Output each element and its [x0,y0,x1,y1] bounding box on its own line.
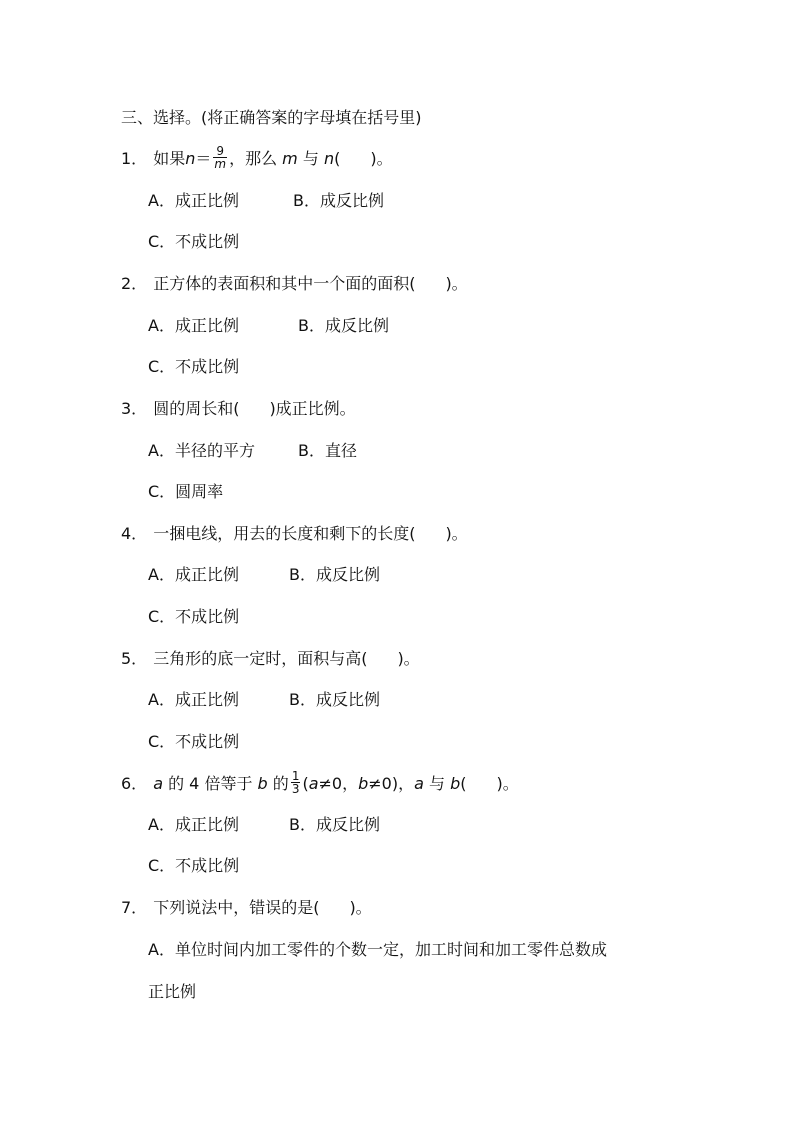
question-number: 5． [121,649,148,668]
option-b: B．成反比例 [298,316,389,335]
fraction-numerator: 1 [291,769,300,783]
question-3 [121,399,356,419]
question-text: 三角形的底一定时，面积与高( [153,649,368,668]
question-text: 的 4 倍等于 [168,774,253,793]
option-a-line-1: A．单位时间内加工零件的个数一定，加工时间和加工零件总数成 [148,940,607,959]
variable-n: n [323,149,335,168]
paren-close: )。 [370,149,393,168]
variable-a: a [153,774,163,793]
option-b: B．成反比例 [293,191,384,210]
question-text: 的 [272,774,289,793]
variable-a: a [308,774,319,793]
paren-close: )成正比例。 [269,399,356,418]
condition-text: ≠0)， [368,774,415,793]
option-c: C．不成比例 [148,732,240,751]
question-number: 2． [121,274,148,293]
question-number: 4． [121,524,148,543]
fraction-denominator: 3 [291,782,300,796]
question-text: 圆的周长和( [153,399,240,418]
question-text: 一捆电线，用去的长度和剩下的长度( [153,524,416,543]
paren-close: )。 [349,898,372,917]
variable-b: b [257,774,268,793]
question-text: 与 [429,774,446,793]
option-c: C．不成比例 [148,856,240,875]
condition-open: ( [302,774,309,793]
option-b: B．成反比例 [289,565,380,584]
paren-open: ( [334,149,341,168]
option-c: C．不成比例 [148,357,240,376]
option-c: C．不成比例 [148,607,240,626]
variable-n: n [185,149,196,168]
question-text: 下列说法中，错误的是( [153,898,320,917]
option-c: C．不成比例 [148,232,240,251]
fraction-numerator: 9 [213,145,227,158]
equals-sign: ＝ [195,149,212,168]
paren-open: ( [460,774,467,793]
question-4 [121,524,468,544]
question-number: 7． [121,898,148,917]
option-a: A．成正比例 [148,316,239,335]
question-text: 如果 [153,149,186,168]
option-a-line-2: 正比例 [148,982,197,1001]
question-number: 6． [121,774,148,793]
question-1 [121,144,393,172]
option-a: A．成正比例 [148,690,239,709]
question-number: 3． [121,399,148,418]
variable-b: b [358,774,369,793]
option-a: A．半径的平方 [148,441,255,460]
option-b: B．成反比例 [289,815,380,834]
option-a: A．成正比例 [148,815,239,834]
fraction-denominator: m [214,157,227,171]
variable-m: m [282,149,298,168]
question-2 [121,274,468,294]
question-number: 1． [121,149,148,168]
question-text: 与 [302,149,319,168]
question-7 [121,898,372,918]
question-5 [121,649,420,669]
fraction-9-over-m [213,145,227,170]
question-text: ，那么 [229,149,278,168]
paren-close: )。 [496,774,519,793]
paren-close: )。 [397,649,420,668]
condition-text: ≠0， [318,774,359,793]
option-a: A．成正比例 [148,565,239,584]
option-c: C．圆周率 [148,482,224,501]
fraction-one-third [291,770,301,795]
paren-close: )。 [445,274,468,293]
option-b: B．直径 [298,441,357,460]
variable-a: a [414,774,424,793]
paren-close: )。 [445,524,468,543]
option-a: A．成正比例 [148,191,239,210]
question-text: 正方体的表面积和其中一个面的面积( [153,274,416,293]
option-b: B．成反比例 [289,690,380,709]
section-title: 三、选择。(将正确答案的字母填在括号里) [121,108,422,127]
variable-b: b [450,774,461,793]
question-6 [121,769,519,797]
